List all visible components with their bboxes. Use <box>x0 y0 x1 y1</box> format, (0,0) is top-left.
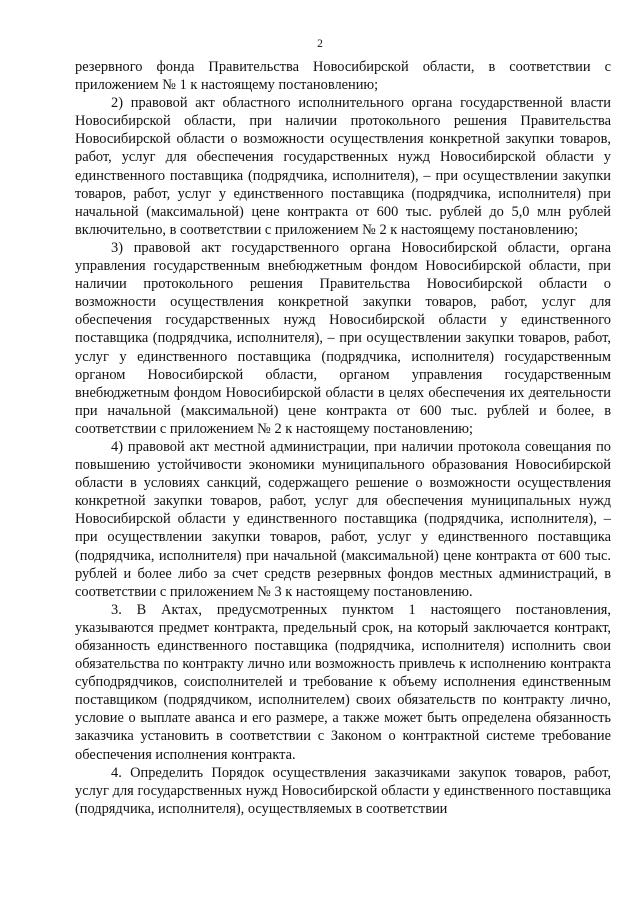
paragraph-continuation: резервного фонда Правительства Новосибирской области, в соответствии с приложением № 1 к настоящему постановлению; <box>75 59 611 94</box>
document-body <box>75 58 611 818</box>
paragraph-item-4: 4) правовой акт местной администрации, при наличии протокола совещания по повышению устойчивости экономики муниципального образования Новосибирской области в условиях санкций, содержащего решение о возможности осуществления конкретной закупки товаров, работ, услуг для обеспечения муниципальных нужд Новосибирской области у единственного поставщика (подрядчика, исполнителя), – при осуществлении закупки товаров, работ, услуг у единственного поставщика (подрядчика, исполнителя) при начальной (максимальной) цене контракта от 600 тыс. рублей и более либо за счет средств резервных фондов местных администраций, в соответствии с приложением № 3 к настоящему постановлению. <box>75 438 611 600</box>
paragraph-item-3: 3) правовой акт государственного органа Новосибирской области, органа управления государственным внебюджетным фондом Новосибирской области, при наличии протокольного решения Правительства Новосибирской области о возможности осуществления конкретной закупки товаров, работ, услуг для обеспечения государственных нужд Новосибирской области у единственного поставщика (подрядчика, исполнителя), – при осуществлении закупки товаров, работ, услуг у единственного поставщика (подрядчика, исполнителя) государственным органом Новосибирской области, органом управления государственным внебюджетным фондом Новосибирской области в целях обеспечения их деятельности при начальной (максимальной) цене контракта от 600 тыс. рублей и более, в соответствии с приложением № 2 к настоящему постановлению; <box>75 239 611 437</box>
paragraph-clause-4: 4. Определить Порядок осуществления заказчиками закупок товаров, работ, услуг для государственных нужд Новосибирской области у единственного поставщика (подрядчика, исполнителя), осуществляемых в соответствии <box>75 764 611 817</box>
paragraph-item-2: 2) правовой акт областного исполнительного органа государственной власти Новосибирской области, при наличии протокольного решения Правительства Новосибирской области о возможности осуществления конкретной закупки товаров, работ, услуг для обеспечения государственных нужд Новосибирской области у единственного поставщика (подрядчика, исполнителя), – при осуществлении закупки товаров, работ, услуг у единственного поставщика (подрядчика, исполнителя) при начальной (максимальной) цене контракта от 600 тыс. рублей до 5,0 млн рублей включительно, в соответствии с приложением № 2 к настоящему постановлению; <box>75 95 611 238</box>
page-number: 2 <box>317 38 323 50</box>
paragraph-clause-3: 3. В Актах, предусмотренных пунктом 1 настоящего постановления, указываются предмет контракта, предельный срок, на который заключается контракт, обязанность единственного поставщика (подрядчика, исполнителя) исполнить свои обязательства по контракту лично или возможность привлечь к исполнению контракта субподрядчиков, соисполнителей и требование к объему исполнения единственным поставщиком (подрядчиком, исполнителем) своих обязательств по контракту лично, условие о выплате аванса и его размере, а также может быть определена обязанность заказчика установить в соответствии с Законом о контрактной системе требование обеспечения исполнения контракта. <box>75 601 611 763</box>
